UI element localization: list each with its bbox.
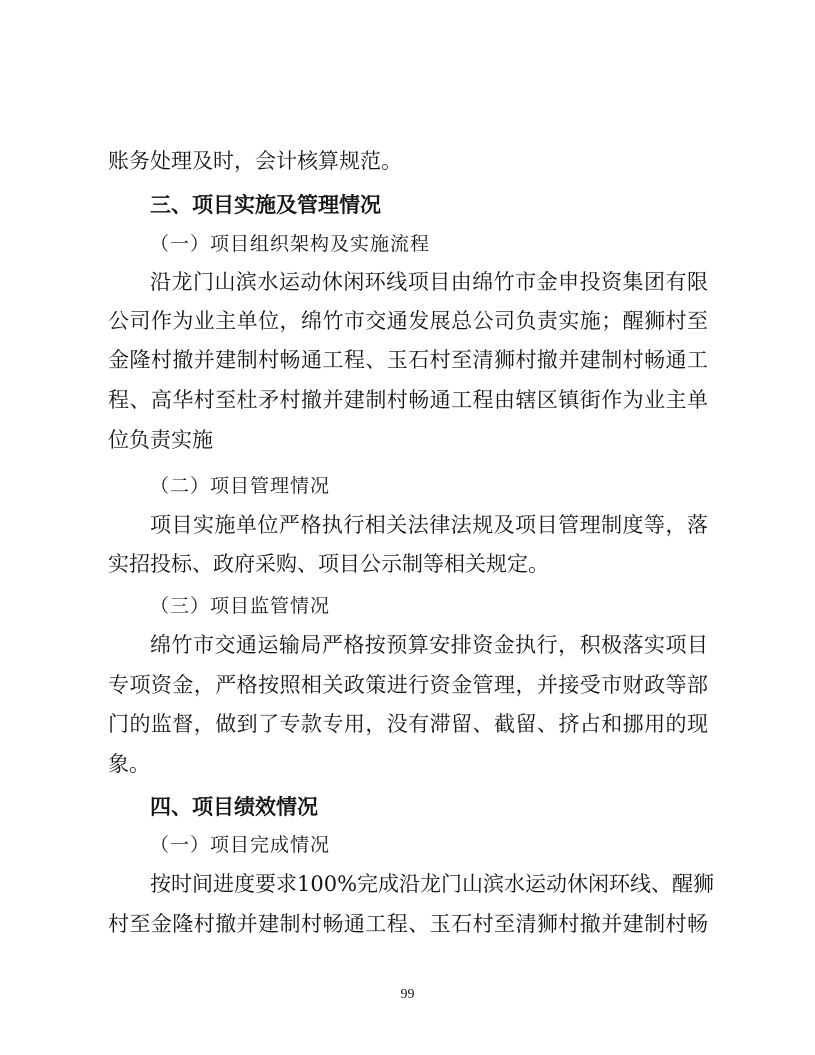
paragraph-line: 位负责实施	[108, 428, 213, 452]
paragraph-line: 按时间进度要求100%完成沿龙门山滨水运动休闲环线、醒狮	[150, 872, 715, 896]
paragraph-line: 村至金隆村撤并建制村畅通工程、玉石村至清狮村撤并建制村畅	[108, 912, 708, 936]
paragraph-line: 公司作为业主单位，绵竹市交通发展总公司负责实施；醒狮村至	[108, 309, 708, 333]
page-number: 99	[400, 987, 415, 1002]
subsection-heading: （三）项目监管情况	[150, 595, 331, 617]
paragraph-line: 沿龙门山滨水运动休闲环线项目由绵竹市金申投资集团有限	[150, 270, 708, 294]
paragraph-line: 项目实施单位严格执行相关法律法规及项目管理制度等，落	[150, 513, 708, 537]
subsection-heading: （二）项目管理情况	[150, 475, 331, 497]
paragraph-line: 金隆村撤并建制村畅通工程、玉石村至清狮村撤并建制村畅通工	[108, 348, 708, 372]
section-heading-4: 四、项目绩效情况	[150, 795, 318, 819]
section-heading-3: 三、项目实施及管理情况	[150, 193, 381, 217]
paragraph-line: 门的监督，做到了专款专用，没有滞留、截留、挤占和挪用的现	[108, 712, 708, 736]
subsection-heading: （一）项目完成情况	[150, 834, 331, 856]
paragraph-line: 绵竹市交通运输局严格按预算安排资金执行，积极落实项目	[150, 633, 708, 657]
paragraph-line: 账务处理及时，会计核算规范。	[108, 149, 402, 173]
paragraph-line: 专项资金，严格按照相关政策进行资金管理，并接受市财政等部	[108, 673, 708, 697]
paragraph-line: 程、高华村至杜矛村撤并建制村畅通工程由辖区镇街作为业主单	[108, 388, 708, 412]
paragraph-line: 象。	[108, 752, 150, 776]
subsection-heading: （一）项目组织架构及实施流程	[150, 233, 431, 255]
paragraph-line: 实招投标、政府采购、项目公示制等相关规定。	[108, 552, 549, 576]
